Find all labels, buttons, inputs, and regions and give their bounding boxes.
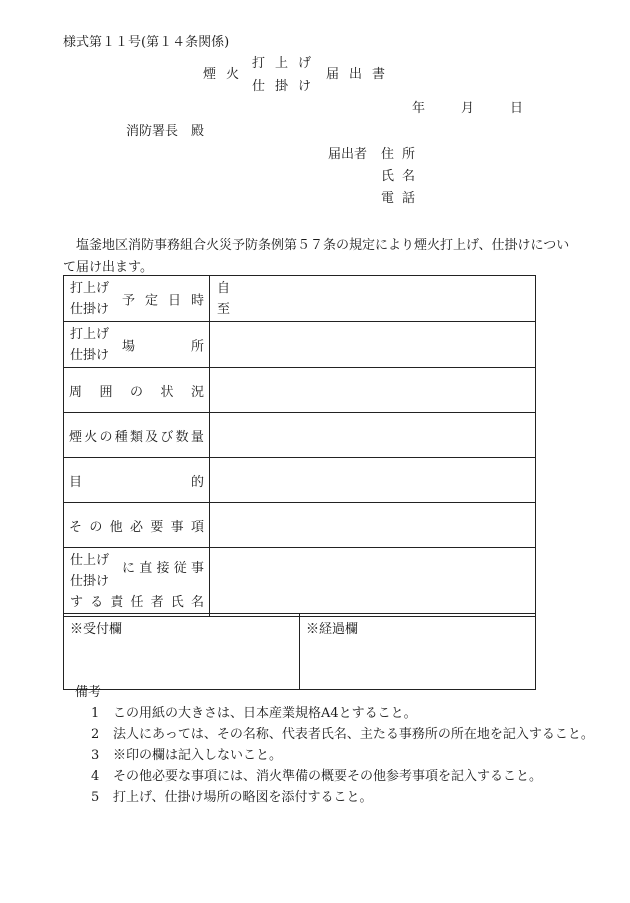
- place-value-cell[interactable]: [210, 322, 536, 368]
- schedule-from-label: 自: [217, 280, 231, 296]
- title-setpiece: 仕掛け: [252, 79, 322, 94]
- addressee: 消防署長 殿: [126, 124, 205, 139]
- applicant-label: 届出者: [328, 147, 368, 162]
- table-row: [64, 458, 536, 503]
- note-item: 2 法人にあっては、その名称、代表者氏名、主たる事務所の所在地を記入すること。: [91, 727, 594, 742]
- schedule-to-label: 至: [217, 301, 231, 317]
- table-row: [64, 368, 536, 413]
- note-item: 3 ※印の欄は記入しないこと。: [91, 748, 283, 763]
- intro-text: 塩釜地区消防事務組合火災予防条例第５７条の規定により煙火打上げ、仕掛けについて届け出ます。: [63, 238, 570, 275]
- other-value-cell[interactable]: [210, 503, 536, 548]
- schedule-launch-label: 打上げ: [70, 281, 110, 296]
- applicant-name-label: 氏名: [381, 169, 424, 184]
- note-item: 5 打上げ、仕掛け場所の略図を添付すること。: [91, 790, 373, 805]
- place-setpiece-label: 仕掛け: [70, 348, 110, 363]
- responsible-finish-label: 仕上げ: [70, 553, 110, 568]
- surroundings-label-cell: [64, 368, 210, 413]
- purpose-value-cell[interactable]: [210, 458, 536, 503]
- schedule-label-cell: [64, 276, 210, 322]
- applicant-phone-label: 電話: [381, 191, 424, 206]
- date-month-label: 月: [461, 101, 475, 116]
- date-year-label: 年: [412, 101, 426, 116]
- reception-table: [63, 613, 536, 690]
- note-item: 1 この用紙の大きさは、日本産業規格A4とすること。: [91, 706, 417, 721]
- notes-title: 備考: [75, 685, 102, 700]
- title-launch: 打上げ: [252, 56, 322, 71]
- table-row: [64, 503, 536, 548]
- place-label: 場 所: [122, 339, 204, 354]
- responsible-setpiece-label: 仕掛け: [70, 574, 110, 589]
- table-row: [64, 276, 536, 322]
- date-day-label: 日: [510, 101, 524, 116]
- other-label-cell: [64, 503, 210, 548]
- note-item: 4 その他必要な事項には、消火準備の概要その他参考事項を記入すること。: [91, 769, 543, 784]
- responsible-value-cell[interactable]: [210, 548, 536, 617]
- place-launch-label: 打上げ: [70, 327, 110, 342]
- kind-quantity-value-cell[interactable]: [210, 413, 536, 458]
- form-number: 様式第１１号(第１４条関係): [63, 35, 230, 50]
- responsible-person-label: す る 責 任 者 氏 名: [70, 595, 204, 610]
- kind-quantity-label-cell: [64, 413, 210, 458]
- table-row: [64, 548, 536, 617]
- notification-table: [63, 275, 536, 617]
- surroundings-label: 周 囲 の 状 況: [69, 384, 204, 400]
- kind-quantity-label: 煙 火 の 種 類 及 び 数 量: [69, 429, 204, 445]
- surroundings-value-cell[interactable]: [210, 368, 536, 413]
- table-row: [64, 413, 536, 458]
- responsible-label-cell: [64, 548, 210, 617]
- progress-label: ※経過欄: [306, 622, 359, 637]
- purpose-label: 目 的: [69, 474, 204, 490]
- progress-cell: [300, 614, 536, 690]
- reception-cell: [64, 614, 300, 690]
- applicant-address-label: 住所: [381, 147, 424, 162]
- reception-label: ※受付欄: [70, 622, 123, 637]
- purpose-label-cell: [64, 458, 210, 503]
- place-label-cell: [64, 322, 210, 368]
- title-notification: 届出書: [326, 67, 396, 82]
- schedule-value-cell[interactable]: [210, 276, 536, 322]
- responsible-direct-label: に 直 接 従 事: [122, 561, 204, 576]
- schedule-setpiece-label: 仕掛け: [70, 302, 110, 317]
- schedule-datetime-label: 予 定 日 時: [122, 293, 204, 308]
- other-required-label: そ の 他 必 要 事 項: [69, 519, 204, 535]
- title-fireworks: 煙火: [203, 67, 250, 82]
- table-row: [64, 322, 536, 368]
